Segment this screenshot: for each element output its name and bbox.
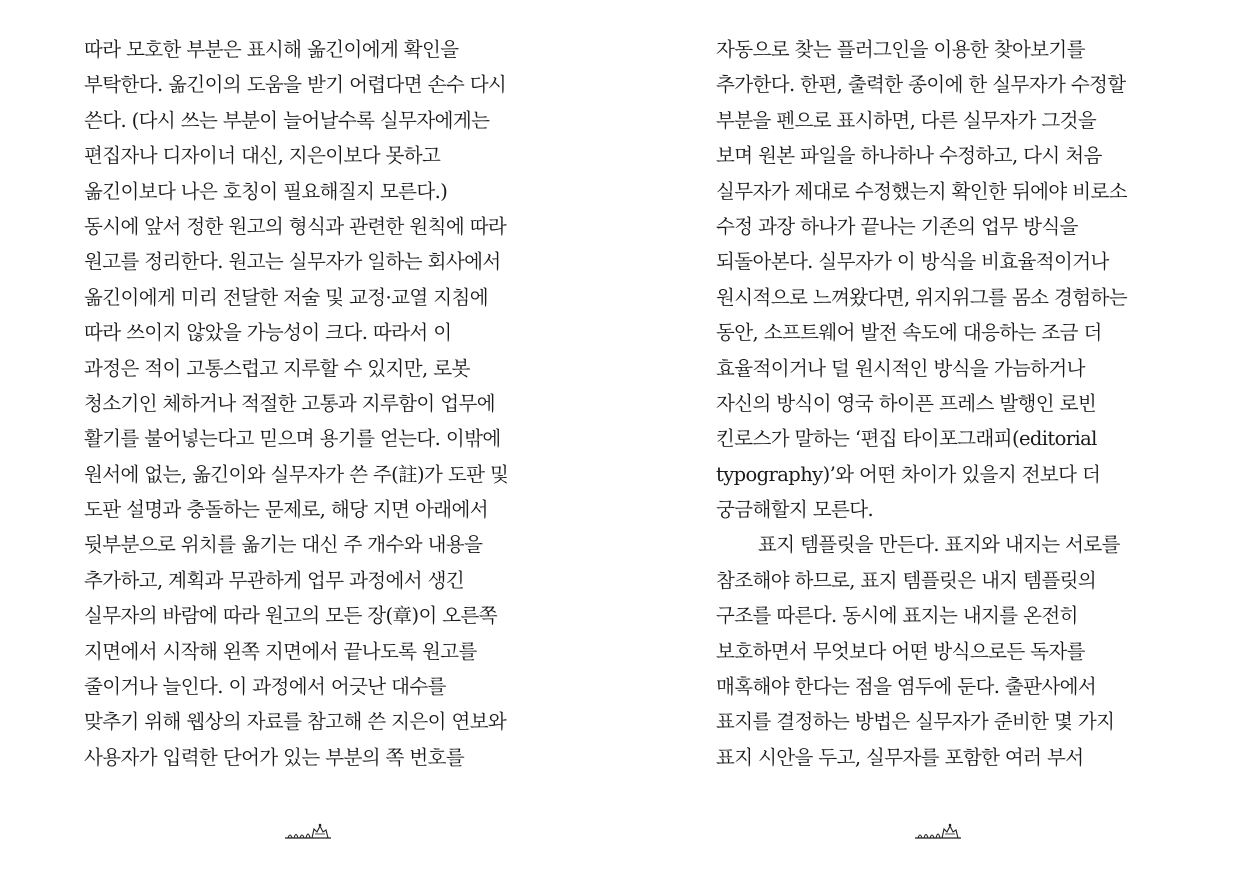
text-line: 줄이거나 늘인다. 이 과정에서 어긋난 대수를	[84, 675, 446, 699]
text-line: 뒷부분으로 위치를 옮기는 대신 주 개수와 내용을	[84, 533, 483, 557]
text-line: 부탁한다. 옮긴이의 도움을 받기 어렵다면 손수 다시	[84, 73, 507, 97]
text-line: 원고를 정리한다. 원고는 실무자가 일하는 회사에서	[84, 250, 501, 274]
text-line: 표지 시안을 두고, 실무자를 포함한 여러 부서	[716, 745, 1084, 769]
text-line: 효율적이거나 덜 원시적인 방식을 가늠하거나	[716, 356, 1085, 380]
text-line: 편집자나 디자이너 대신, 지은이보다 못하고	[84, 144, 441, 168]
text-line: 쓴다. (다시 쓰는 부분이 늘어날수록 실무자에게는	[84, 108, 490, 132]
text-line: typography)’와 어떤 차이가 있을지 전보다 더	[716, 462, 1101, 486]
text-line: 보며 원본 파일을 하나하나 수정하고, 다시 처음	[716, 144, 1102, 168]
text-line: 궁금해할지 모른다.	[716, 498, 874, 522]
text-line: 부분을 펜으로 표시하면, 다른 실무자가 그것을	[716, 108, 1097, 132]
text-line: 매혹해야 한다는 점을 염두에 둔다. 출판사에서	[716, 675, 1097, 699]
text-line: 원시적으로 느껴왔다면, 위지위그를 몸소 경험하는	[716, 285, 1127, 309]
text-line: 추가한다. 한편, 출력한 종이에 한 실무자가 수정할	[716, 73, 1126, 97]
text-line: 자동으로 찾는 플러그인을 이용한 찾아보기를	[716, 38, 1085, 61]
right-page-text	[716, 32, 1186, 775]
text-line: 참조해야 하므로, 표지 템플릿은 내지 템플릿의	[716, 568, 1097, 592]
text-line: 과정은 적이 고통스럽고 지루할 수 있지만, 로봇	[84, 356, 470, 380]
text-line: 옮긴이에게 미리 전달한 저술 및 교정·교열 지침에	[84, 285, 488, 309]
text-line: 청소기인 체하거나 적절한 고통과 지루함이 업무에	[84, 391, 495, 415]
text-line: 자신의 방식이 영국 하이픈 프레스 발행인 로빈	[716, 391, 1097, 415]
text-line: 동안, 소프트웨어 발전 속도에 대응하는 조금 더	[716, 321, 1102, 345]
text-line: 되돌아본다. 실무자가 이 방식을 비효율적이거나	[716, 250, 1109, 274]
text-line: 맞추기 위해 웹상의 자료를 참고해 쓴 지은이 연보와	[84, 710, 507, 734]
left-page-text	[84, 32, 554, 775]
text-line: 옮긴이보다 나은 호칭이 필요해질지 모른다.)	[84, 179, 448, 203]
text-line: 추가하고, 계획과 무관하게 업무 과정에서 생긴	[84, 568, 465, 592]
text-line: 따라 모호한 부분은 표시해 옮긴이에게 확인을	[84, 38, 459, 61]
text-line: 활기를 불어넣는다고 믿으며 용기를 얻는다. 이밖에	[84, 427, 501, 451]
text-line: 표지를 결정하는 방법은 실무자가 준비한 몇 가지	[716, 710, 1115, 734]
paragraph-start-line: 표지 템플릿을 만든다. 표지와 내지는 서로를	[758, 533, 1120, 557]
text-line: 사용자가 입력한 단어가 있는 부분의 쪽 번호를	[84, 745, 465, 769]
text-line: 구조를 따른다. 동시에 표지는 내지를 온전히	[716, 604, 1078, 628]
text-line: 보호하면서 무엇보다 어떤 방식으로든 독자를	[716, 639, 1085, 663]
text-line: 원서에 없는, 옮긴이와 실무자가 쓴 주(註)가 도판 및	[84, 462, 509, 486]
text-line: 수정 과장 하나가 끝나는 기존의 업무 방식을	[716, 214, 1078, 238]
text-line: 킨로스가 말하는 ‘편집 타이포그래피(editorial	[716, 427, 1097, 451]
text-line: 도판 설명과 충돌하는 문제로, 해당 지면 아래에서	[84, 498, 488, 522]
text-line: 동시에 앞서 정한 원고의 형식과 관련한 원칙에 따라	[84, 214, 507, 238]
text-line: 실무자가 제대로 수정했는지 확인한 뒤에야 비로소	[716, 179, 1127, 203]
page-ornament-icon	[914, 820, 962, 840]
text-line: 실무자의 바람에 따라 원고의 모든 장(章)이 오른쪽	[84, 604, 498, 628]
page-ornament-icon	[284, 820, 332, 840]
text-line: 지면에서 시작해 왼쪽 지면에서 끝나도록 원고를	[84, 639, 477, 663]
text-line: 따라 쓰이지 않았을 가능성이 크다. 따라서 이	[84, 321, 452, 345]
